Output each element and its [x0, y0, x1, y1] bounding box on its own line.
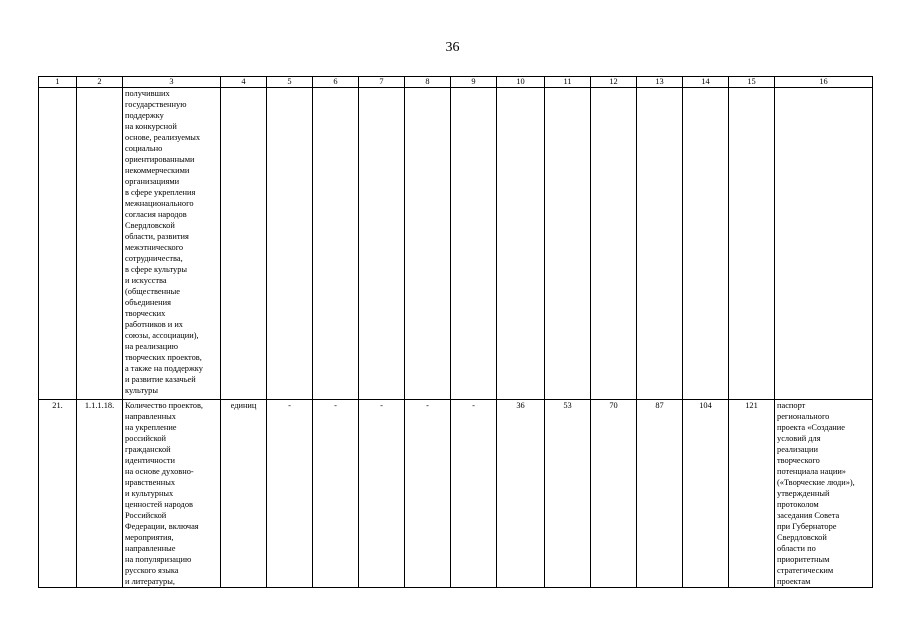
table-row-continuation: [39, 88, 873, 400]
value-cell: 87: [637, 400, 683, 588]
column-number: 11: [545, 77, 591, 88]
column-number: 15: [729, 77, 775, 88]
value-cell: -: [359, 400, 405, 588]
data-table: [38, 76, 873, 588]
value-cell: 70: [591, 400, 637, 588]
column-number: 5: [267, 77, 313, 88]
value-cell: -: [405, 400, 451, 588]
column-number: 13: [637, 77, 683, 88]
source-document-cell: паспорт регионального проекта «Создание условий для реализации творческого потенциала нации» («Творческие люди»), утвержденный протоколом заседания Совета при Губернаторе Свердловской области по приоритетным стратегическим проектам: [775, 400, 873, 588]
indicator-name-cell: получивших государственную поддержку на конкурсной основе, реализуемых социально ориентированными некоммерческими организациями в сфере укрепления межнационального согласия народов Свердловской области, развития межэтнического сотрудничества, в сфере культуры и искусства (общественные объединения творческих работников и их союзы, ассоциации), на реализацию творческих проектов, а также на поддержку и развитие казачьей культуры: [123, 88, 221, 400]
table-cell: [39, 88, 77, 400]
column-number: 16: [775, 77, 873, 88]
value-cell: 53: [545, 400, 591, 588]
table-cell: [221, 88, 267, 400]
table-cell: [313, 88, 359, 400]
column-number-row: [39, 77, 873, 88]
column-number: 1: [39, 77, 77, 88]
column-number: 6: [313, 77, 359, 88]
column-number: 7: [359, 77, 405, 88]
row-code-cell: 1.1.1.18.: [77, 400, 123, 588]
unit-cell: единиц: [221, 400, 267, 588]
column-number: 3: [123, 77, 221, 88]
table-cell: [405, 88, 451, 400]
column-number: 14: [683, 77, 729, 88]
row-number-cell: 21.: [39, 400, 77, 588]
value-cell: 104: [683, 400, 729, 588]
table-cell: [451, 88, 497, 400]
page-number: 36: [445, 40, 460, 55]
column-number: 12: [591, 77, 637, 88]
column-number: 2: [77, 77, 123, 88]
value-cell: 36: [497, 400, 545, 588]
table-cell: [359, 88, 405, 400]
table-cell: [591, 88, 637, 400]
table-cell: [545, 88, 591, 400]
table-cell: [683, 88, 729, 400]
table-cell: [267, 88, 313, 400]
column-number: 4: [221, 77, 267, 88]
table-cell: [497, 88, 545, 400]
value-cell: 121: [729, 400, 775, 588]
table-cell: [775, 88, 873, 400]
table-cell: [729, 88, 775, 400]
value-cell: -: [451, 400, 497, 588]
value-cell: -: [267, 400, 313, 588]
indicator-name-cell: Количество проектов, направленных на укрепление российской гражданской идентичности на основе духовно- нравственных и культурных ценностей народов Российской Федерации, включая мероприятия, направленные на популяризацию русского языка и литературы,: [123, 400, 221, 588]
value-cell: -: [313, 400, 359, 588]
table-cell: [77, 88, 123, 400]
column-number: 8: [405, 77, 451, 88]
column-number: 10: [497, 77, 545, 88]
column-number: 9: [451, 77, 497, 88]
table-cell: [637, 88, 683, 400]
table-row: [39, 400, 873, 588]
